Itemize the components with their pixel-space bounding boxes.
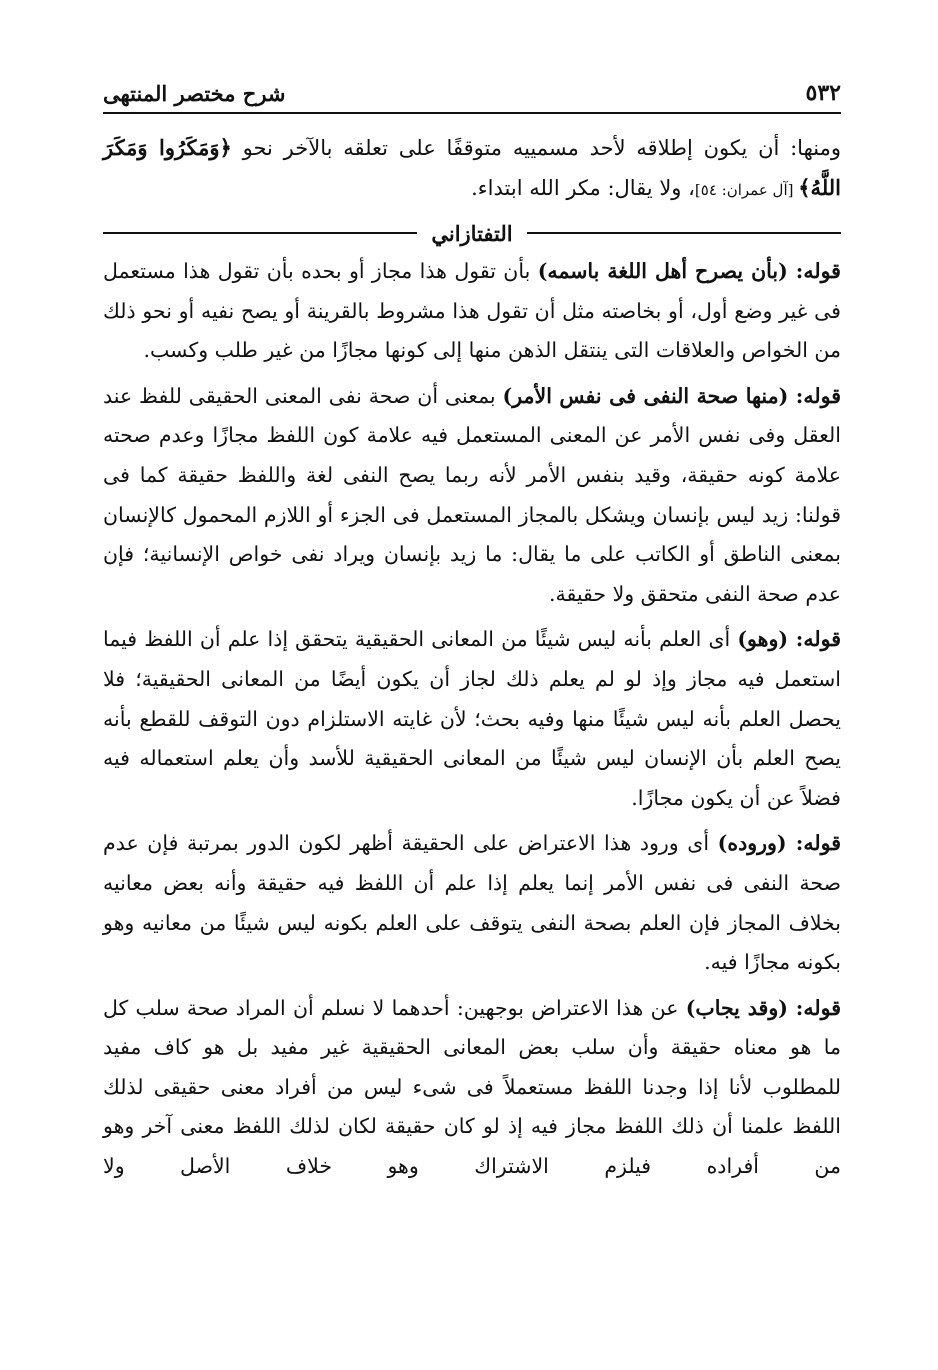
paragraph-lead: قوله:	[786, 831, 841, 856]
paragraph-text: أى العلم بأنه ليس شيئًا من المعانى الحقيقية يتحقق إذا علم أن اللفظ فيما استعمل فيه مجاز وإذ لو لم يعلم ذلك لجاز أن يكون أيضًا من المعانى الحقيقية؛ فلا يحصل العلم بأنه ليس شيئًا منها وفيه بحث؛ لأن غايته الاستلزام دون التوقف للقطع بأنه يصح العلم بأن الإنسان ليس شيئًا من المعانى الحقيقية للأسد وأن يعلم استعماله فيه فضلاً عن أن يكون مجازًا.	[103, 627, 841, 810]
commentary-paragraph	[103, 377, 841, 615]
matn-intro: ومنها: أن يكون إطلاقه لأحد مسمييه متوقفًا على تعلقه بالآخر نحو	[231, 136, 841, 160]
running-title: شرح مختصر المنتهى	[103, 81, 286, 106]
commentary-body	[103, 252, 841, 1193]
paragraph-lead: قوله:	[787, 995, 841, 1020]
divider-rule-left	[103, 232, 417, 234]
commentary-paragraph	[103, 824, 841, 982]
quoted-lemma: (بأن يصرح أهل اللغة باسمه)	[537, 259, 788, 283]
quoted-lemma: (منها صحة النفى فى نفس الأمر)	[502, 383, 789, 408]
paragraph-text: أى ورود هذا الاعتراض على الحقيقة أظهر لكون الدور بمرتبة فإن عدم صحة النفى فى نفس الأمر إنما يعلم إذا علم أن اللفظ فيه حقيقة وأنه بعض معانيه بخلاف المجاز فإن العلم بصحة النفى يتوقف على العلم بكونه ليس شيئًا من معانيه وهو بكونه مجازًا فيه.	[103, 831, 841, 975]
quran-citation: [آل عمران: ٥٤]	[694, 181, 799, 199]
matn-text	[103, 128, 841, 210]
quran-verse: ﴿وَمَكَرُوا وَمَكَرَ اللَّهُ﴾	[103, 135, 841, 200]
commentator-name: التفتازاني	[431, 220, 513, 246]
quoted-lemma: (وروده)	[717, 831, 787, 856]
page-number: ٥٣٢	[805, 80, 841, 106]
paragraph-text: بأن تقول هذا مجاز أو بحده بأن تقول هذا مستعمل فى غير وضع أول، أو بخاصته مثل أن تقول هذا مشروط بالقرينة أو يصح نفيه أو نحو ذلك من الخواص والعلاقات التى ينتقل الذهن منها إلى كونها مجازًا من غير طلب وكسب.	[103, 259, 841, 363]
quoted-lemma: (وهو)	[737, 627, 789, 652]
commentary-paragraph	[103, 989, 841, 1187]
paragraph-lead: قوله:	[787, 259, 841, 283]
paragraph-text: عن هذا الاعتراض بوجهين: أحدهما لا نسلم أن المراد صحة سلب كل ما هو معناه حقيقة وأن سلب بعض المعانى الحقيقية غير مفيد بل هو كاف مفيد للمطلوب لأنا إذا وجدنا اللفظ مستعملاً فى شىء ليس من أفراد معنى حقيقى لذلك اللفظ علمنا أن ذلك اللفظ مجاز فيه إذ لو كان حقيقة لكان لذلك اللفظ معنى آخر وهو من أفراده فيلزم الاشتراك وهو خلاف الأصل ولا	[103, 995, 842, 1179]
page-header	[103, 72, 841, 114]
paragraph-lead: قوله:	[788, 627, 841, 652]
matn-conclusion: ، ولا يقال: مكر الله ابتداء.	[471, 176, 695, 200]
paragraph-text: بمعنى أن صحة نفى المعنى الحقيقى للفظ عند العقل وفى نفس الأمر عن المعنى المستعمل فيه علامة كون اللفظ مجازًا وعدم صحته علامة كونه حقيقة، وقيد بنفس الأمر لأنه ربما يصح النفى لغة واللفظ حقيقة كما فى قولنا: زيد ليس بإنسان ويشكل بالمجاز المستعمل فى الجزء أو اللازم المحمول كالإنسان بمعنى الناطق أو الكاتب على ما يقال: ما زيد بإنسان ويراد نفى خواص الإنسانية؛ فإن عدم صحة النفى متحقق ولا حقيقة.	[103, 383, 841, 606]
divider-rule-right	[527, 232, 841, 234]
quoted-lemma: (وقد يجاب)	[685, 995, 788, 1020]
commentary-paragraph	[103, 252, 841, 371]
commentator-divider	[103, 218, 841, 248]
paragraph-lead: قوله:	[788, 383, 841, 408]
commentary-paragraph	[103, 620, 841, 818]
